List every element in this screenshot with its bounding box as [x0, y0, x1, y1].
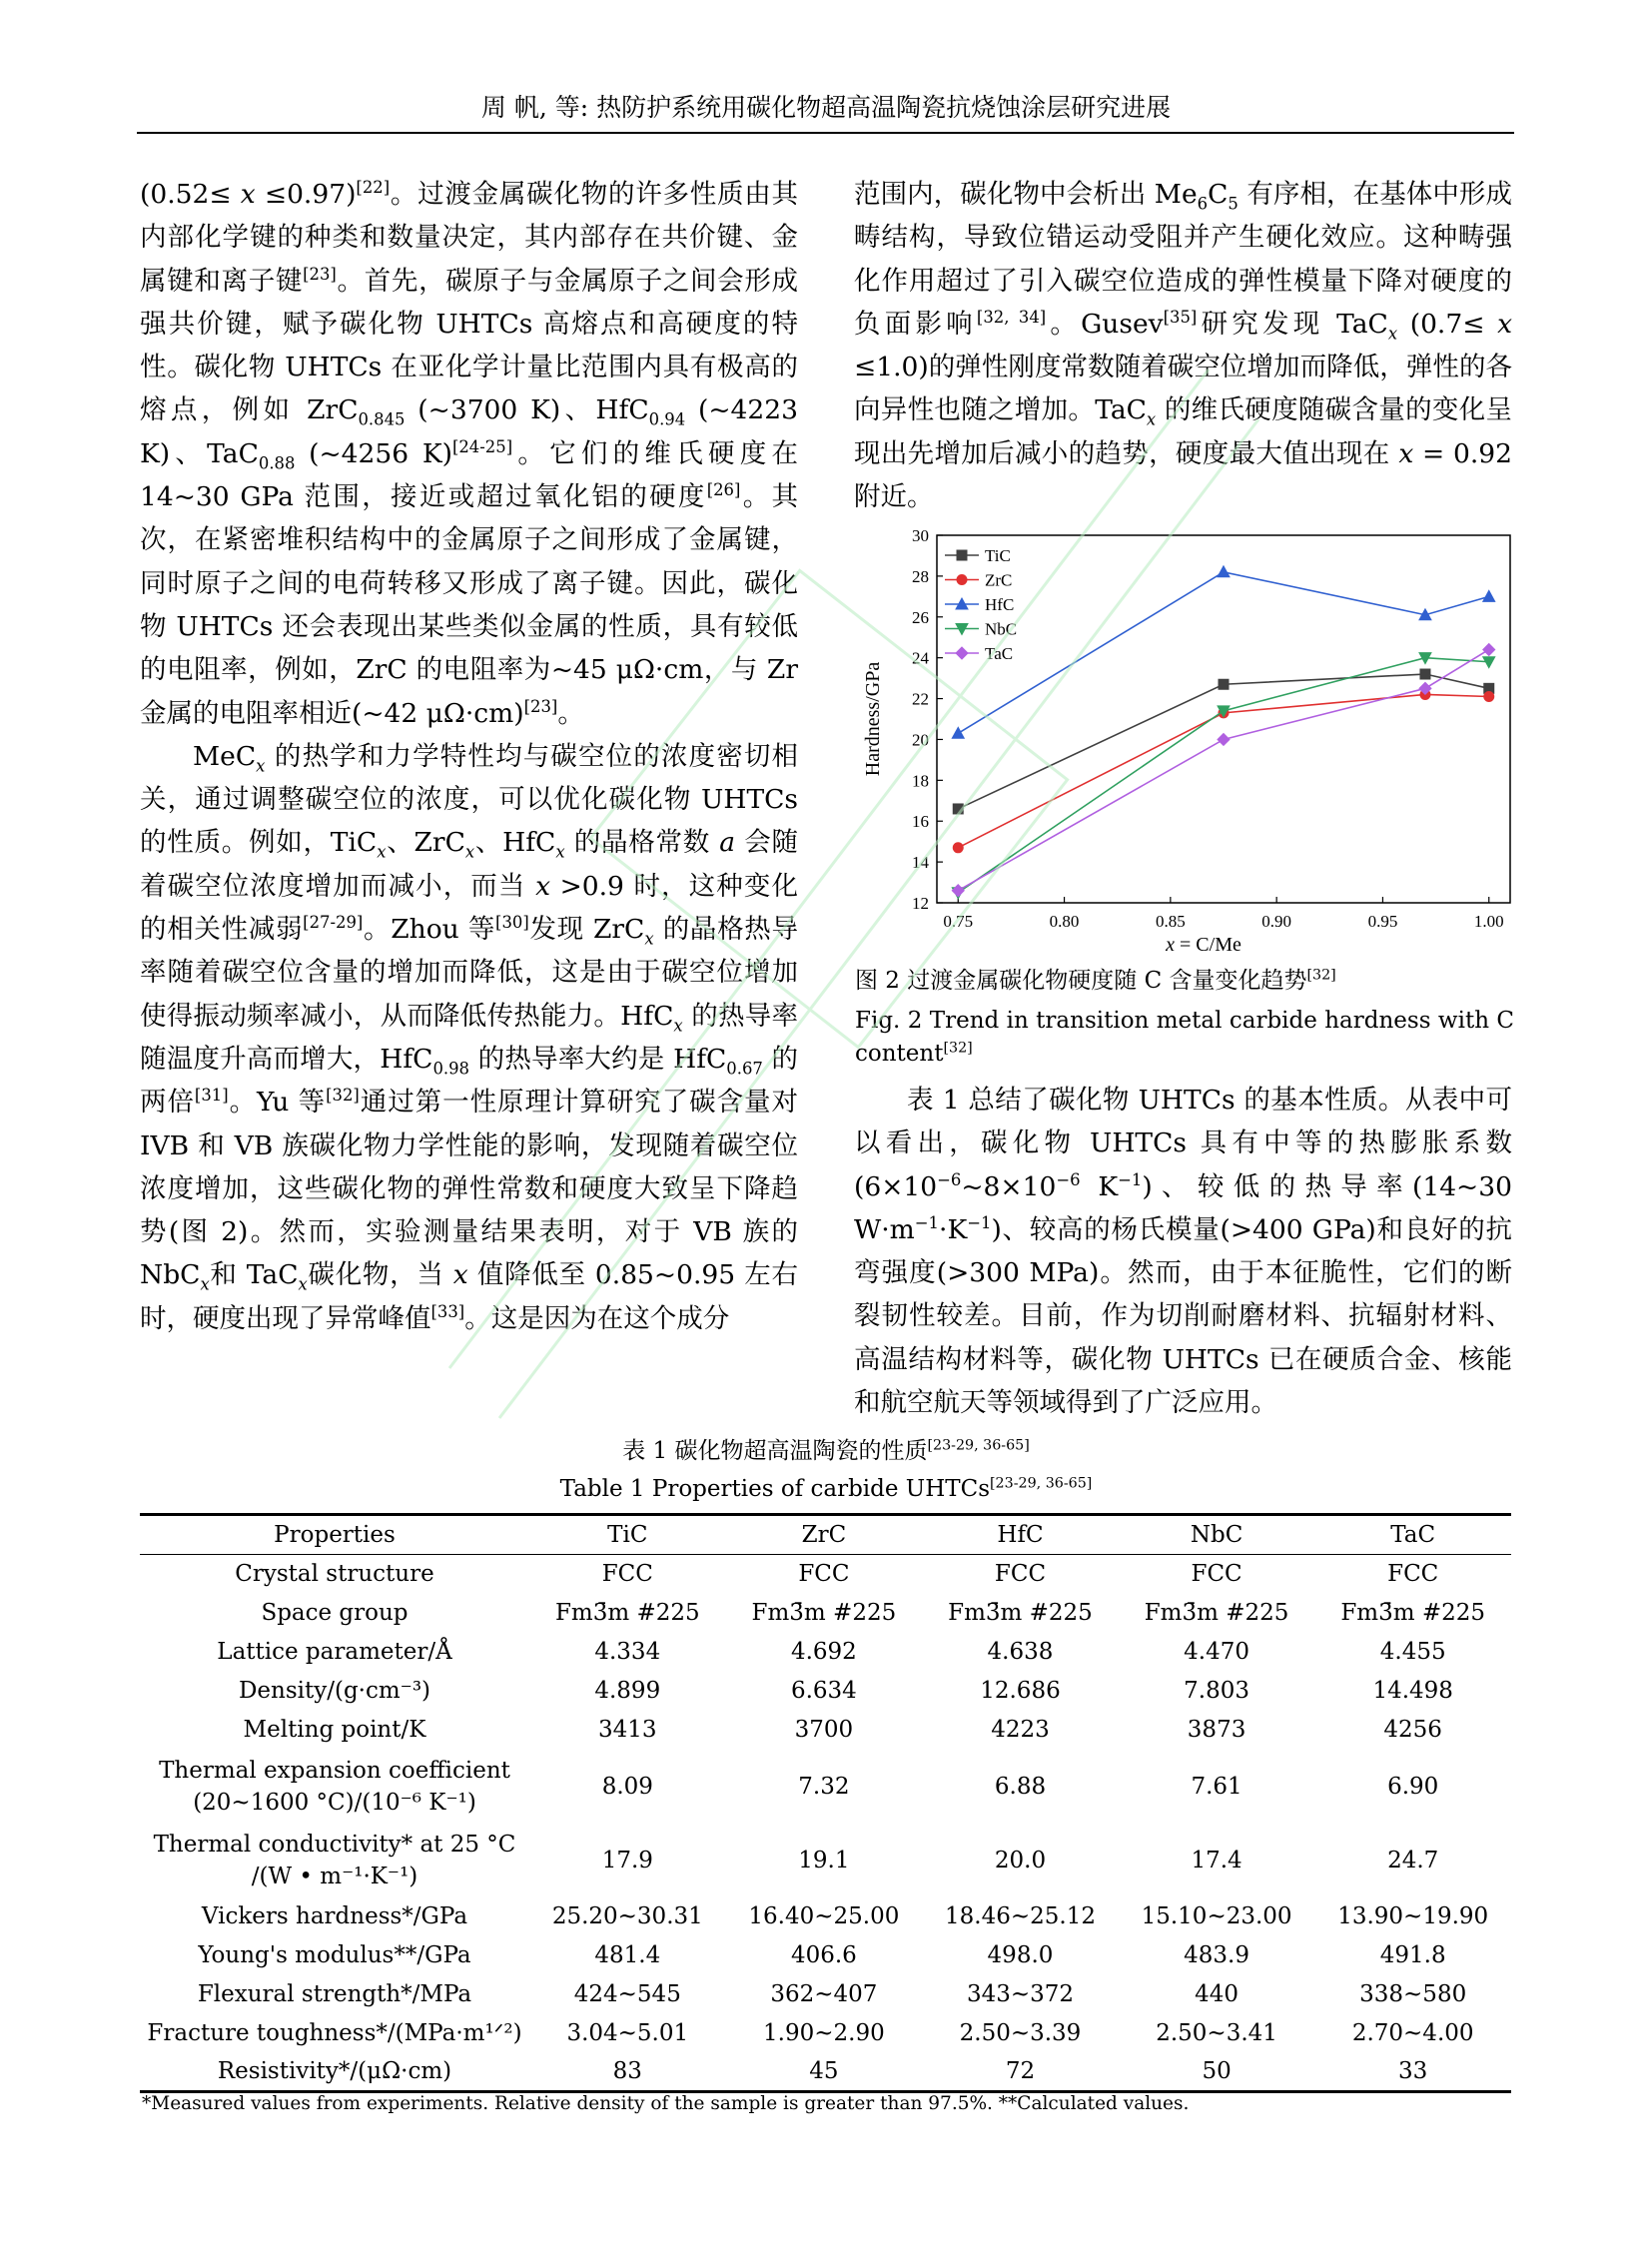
right-column — [854, 173, 1512, 518]
y-tick-label: 26 — [912, 607, 929, 627]
hardness-chart-svg — [851, 527, 1514, 967]
table-cell: 6.90 — [1387, 1773, 1439, 1800]
paragraph-2: MeC$_x$ 的热学和力学特性均与碳空位的浓度密切相关，通过调整碳空位的浓度，可以优化碳化物 UHTCs 的性质。例如，TiC$_x$、ZrC$_x$、HfC$_x$ 的晶格常数 a 会随着碳空位浓度增加而减小，而当 x >0.9 时，这种变化的相关性减弱[27-29]。Zhou 等[30]发现 ZrC$_x$ 的晶格热导率随着碳空位含量的增加而降低，这是由于碳空位增加使得振动频率减小，从而降低传热能力。HfC$_x$ 的热导率随温度升高而增大，HfC$_{0.98}$ 的热导率大约是 HfC$_{0.67}$ 的两倍[31]。Yu 等[32]通过第一性原理计算研究了碳含量对 IVB 和 VB 族碳化物力学性能的影响，发现随着碳空位浓度增加，这些碳化物的弹性常数和硬度大致呈下降趋势(图 2)。然而，实验测量结果表明，对于 VB 族的 NbC$_x$和 TaC$_x$碳化物，当 x 值降低至 0.85~0.95 左右时，硬度出现了异常峰值[33]。这是因为在这个成分 — [140, 740, 799, 1334]
row-property-label: Thermal conductivity* at 25 °C /(W • m⁻¹·K⁻¹) — [153, 1831, 516, 1889]
table-row — [140, 1897, 1511, 1936]
table-cell: 7.32 — [798, 1773, 850, 1800]
table-cell: 20.0 — [994, 1847, 1047, 1874]
y-tick-label: 28 — [912, 566, 929, 586]
data-point-tac — [1218, 733, 1230, 745]
legend-marker-zrc — [957, 575, 967, 585]
table-cell: 3413 — [598, 1717, 657, 1743]
table-cell: FCC — [1191, 1561, 1242, 1588]
x-tick-label: 0.95 — [1367, 912, 1398, 931]
running-header: 周 帆, 等: 热防护系统用碳化物超高温陶瓷抗烧蚀涂层研究进展 — [480, 93, 1172, 122]
table-row — [140, 1936, 1511, 1975]
table-cell: 7.61 — [1191, 1773, 1242, 1800]
table-cell: 3.04~5.01 — [566, 2020, 689, 2046]
legend-label-tic: TiC — [985, 546, 1011, 565]
table-row — [140, 1711, 1511, 1750]
table-cell: 6.634 — [790, 1678, 857, 1704]
y-tick-label: 24 — [912, 648, 929, 668]
table-cell: 16.40~25.00 — [748, 1903, 900, 1929]
row-property-label: Lattice parameter/Å — [217, 1639, 452, 1665]
table-row — [140, 1633, 1511, 1672]
table-cell: 343~372 — [966, 1981, 1075, 2007]
row-property-label: Fracture toughness*/(MPa·m¹ᐟ²) — [147, 2020, 522, 2046]
table-row — [140, 2053, 1511, 2092]
legend-marker-tac — [956, 647, 968, 659]
table-cell: 45 — [809, 2058, 839, 2085]
data-point-zrc — [953, 843, 963, 853]
x-tick-label: 0.75 — [943, 912, 974, 931]
table-cell: 481.4 — [594, 1942, 661, 1968]
x-tick-label: 0.80 — [1049, 912, 1080, 931]
paragraph-3: 范围内，碳化物中会析出 $Me_6C_5$ 有序相，在基体中形成畴结构，导致位错运动受阻并产生硬化效应。这种畴强化作用超过了引入碳空位造成的弹性模量下降对硬度的负面影响[32, 34]。Gusev[35]研究发现 TaC$_x$ (0.7≤ x ≤1.0)的弹性刚度常数随着碳空位增加而降低，弹性的各向异性也随之增加。TaC$_x$ 的维氏硬度随碳含量的变化呈现出先增加后减小的趋势，硬度最大值出现在 x = 0.92 附近。 — [854, 179, 1513, 513]
row-property-label: Density/(g·cm⁻³) — [238, 1678, 431, 1704]
table-cell: 83 — [612, 2058, 642, 2085]
row-property-label: Young's modulus**/GPa — [198, 1942, 471, 1968]
y-tick-label: 16 — [912, 812, 929, 832]
table-header-row — [140, 1515, 1511, 1555]
column-header: NbC — [1190, 1522, 1243, 1548]
y-tick-label: 22 — [912, 689, 929, 709]
table-cell: 2.70~4.00 — [1351, 2020, 1474, 2046]
table-cell: 17.9 — [601, 1847, 653, 1874]
table-cell: 8.09 — [601, 1773, 653, 1800]
column-header: Properties — [274, 1522, 396, 1548]
row-property-label: Melting point/K — [243, 1717, 426, 1743]
table-cell: 1.90~2.90 — [763, 2020, 885, 2046]
table-caption-zh: 表 1 碳化物超高温陶瓷的性质[23-29, 36-65] — [622, 1437, 1030, 1464]
table-cell: 13.90~19.90 — [1337, 1903, 1489, 1929]
table-cell: 25.20~30.31 — [551, 1903, 703, 1929]
right-column-lower — [854, 1079, 1512, 1424]
table-cell: 4.692 — [790, 1639, 857, 1665]
left-column — [140, 173, 798, 1340]
row-property-label: Space group — [261, 1600, 409, 1626]
table-cell: 3700 — [794, 1717, 854, 1743]
table-row — [140, 1750, 1511, 1824]
y-tick-label: 30 — [912, 527, 929, 545]
table-cell: 33 — [1398, 2058, 1428, 2085]
paragraph-4: 表 1 总结了碳化物 UHTCs 的基本性质。从表中可以看出，碳化物 UHTCs 具有中等的热膨胀系数($6\times 10^{-6}\sim 8\times 10^{-6}$ $K^{-1}$)、较低的热导率(14~30 $W\cdot m^{-1}\cdot K^{-1}$)、较高的杨氏模量(>400 GPa)和良好的抗弯强度(>300 MPa)。然而，由于本征脆性，它们的断裂韧性较差。目前，作为切削耐磨材料、抗辐射材料、高温结构材料等，碳化物 UHTCs 已在硬质合金、核能和航空航天等领域得到了广泛应用。 — [854, 1085, 1512, 1419]
hardness-chart — [851, 527, 1514, 967]
table-cell: 18.46~25.12 — [945, 1903, 1096, 1929]
header-rule — [137, 132, 1514, 134]
y-tick-label: 12 — [912, 894, 929, 913]
data-point-hfc — [952, 727, 964, 738]
row-property-label: Resistivity*/(μΩ·cm) — [217, 2058, 452, 2085]
table-cell: 498.0 — [987, 1942, 1054, 1968]
figure-caption-zh: 图 2 过渡金属碳化物硬度随 C 含量变化趋势[32] — [855, 967, 1336, 994]
table-row — [140, 1824, 1511, 1897]
table-note: *Measured values from experiments. Relative density of the sample is greater than 97.5%. **Calculated values. — [142, 2093, 1190, 2114]
data-point-tic — [953, 804, 963, 814]
row-property-label: Crystal structure — [235, 1561, 434, 1588]
table-cell: 2.50~3.41 — [1156, 2020, 1277, 2046]
table-cell: 338~580 — [1359, 1981, 1467, 2007]
x-axis-label: x = C/Me — [1166, 934, 1241, 956]
table-cell: 6.88 — [994, 1773, 1047, 1800]
table-cell: 483.9 — [1184, 1942, 1249, 1968]
table-cell: 406.6 — [790, 1942, 857, 1968]
y-axis-label: Hardness/GPa — [862, 661, 884, 777]
data-point-tic — [1219, 679, 1229, 689]
table-caption-en: Table 1 Properties of carbide UHTCs[23-29, 36-65] — [559, 1475, 1093, 1502]
legend-label-hfc: HfC — [985, 595, 1015, 614]
table-cell: 4.455 — [1379, 1639, 1446, 1665]
table-cell: 19.1 — [798, 1847, 850, 1874]
row-property-label: Thermal expansion coefficient (20~1600 °C)/(10⁻⁶ K⁻¹) — [159, 1757, 510, 1816]
table-cell: Fm3̄m #225 — [1144, 1600, 1289, 1626]
table-cell: 2.50~3.39 — [959, 2020, 1082, 2046]
table-cell: 12.686 — [980, 1678, 1061, 1704]
table-cell: Fm3̄m #225 — [751, 1600, 897, 1626]
data-point-zrc — [1484, 692, 1494, 702]
table-cell: 362~407 — [770, 1981, 878, 2007]
table-row — [140, 2014, 1511, 2053]
table-cell: 3873 — [1187, 1717, 1246, 1743]
table-cell: 4.334 — [594, 1639, 661, 1665]
column-header: TiC — [607, 1522, 648, 1548]
table-row — [140, 1594, 1511, 1633]
legend-marker-tic — [957, 550, 967, 560]
legend-label-nbc: NbC — [985, 619, 1018, 639]
table-cell: 72 — [1005, 2058, 1036, 2085]
table-cell: FCC — [798, 1561, 850, 1588]
table-cell: Fm3̄m #225 — [1340, 1600, 1486, 1626]
table-cell: 4223 — [991, 1717, 1050, 1743]
table-cell: 4256 — [1383, 1717, 1442, 1743]
data-point-hfc — [1483, 590, 1495, 601]
table-cell: 15.10~23.00 — [1141, 1903, 1292, 1929]
table-cell: 50 — [1202, 2058, 1232, 2085]
table-cell: Fm3̄m #225 — [554, 1600, 700, 1626]
table-cell: 4.470 — [1184, 1639, 1249, 1665]
row-property-label: Vickers hardness*/GPa — [201, 1903, 468, 1929]
table-cell: 4.899 — [594, 1678, 661, 1704]
table-cell: 424~545 — [573, 1981, 681, 2007]
y-tick-label: 20 — [912, 730, 929, 750]
data-point-hfc — [1218, 566, 1230, 577]
y-tick-label: 14 — [912, 853, 929, 873]
table-cell: 4.638 — [987, 1639, 1054, 1665]
table-cell: FCC — [1387, 1561, 1439, 1588]
column-header: TaC — [1390, 1522, 1436, 1548]
table-cell: 440 — [1195, 1981, 1239, 2007]
table-cell: 491.8 — [1379, 1942, 1446, 1968]
row-property-label: Flexural strength*/MPa — [197, 1981, 472, 2007]
table-cell: Fm3̄m #225 — [948, 1600, 1093, 1626]
legend-label-tac: TaC — [985, 644, 1014, 663]
column-header: ZrC — [801, 1522, 847, 1548]
table-cell: FCC — [601, 1561, 653, 1588]
data-point-tac — [952, 885, 964, 897]
y-tick-label: 18 — [912, 771, 929, 791]
table-cell: 14.498 — [1372, 1678, 1453, 1704]
properties-table — [140, 1513, 1511, 2093]
legend-label-zrc: ZrC — [985, 570, 1013, 590]
figure-caption-en: Fig. 2 Trend in transition metal carbide hardness with C content[32] — [855, 1008, 1514, 1067]
table-row — [140, 1672, 1511, 1711]
table-cell: FCC — [994, 1561, 1047, 1588]
column-header: HfC — [997, 1522, 1044, 1548]
paragraph-1: (0.52≤ x ≤0.97)[22]。过渡金属碳化物的许多性质由其内部化学键的种类和数量决定，其内部存在共价键、金属键和离子键[23]。首先，碳原子与金属原子之间会形成强共价键，赋予碳化物 UHTCs 高熔点和高硬度的特性。碳化物 UHTCs 在亚化学计量比范围内具有极高的熔点，例如 ZrC$_{0.845}$ (~3700 K)、HfC$_{0.94}$ (~4223 K)、TaC$_{0.88}$ (~4256 K)[24-25]。它们的维氏硬度在 14~30 GPa 范围，接近或超过氧化铝的硬度[26]。其次，在紧密堆积结构中的金属原子之间形成了金属键，同时原子之间的电荷转移又形成了离子键。因此，碳化物 UHTCs 还会表现出某些类似金属的性质，具有较低的电阻率，例如，ZrC 的电阻率为~45 μΩ·cm，与 Zr 金属的电阻率相近(~42 μΩ·cm)[23]。 — [140, 178, 799, 729]
x-tick-label: 0.85 — [1155, 912, 1186, 931]
table-cell: 17.4 — [1191, 1847, 1242, 1874]
table-row — [140, 1975, 1511, 2014]
data-point-tic — [1420, 669, 1430, 679]
table-cell: 24.7 — [1387, 1847, 1439, 1874]
table-row — [140, 1555, 1511, 1594]
table-cell: 7.803 — [1184, 1678, 1249, 1704]
x-tick-label: 1.00 — [1473, 912, 1504, 931]
x-tick-label: 0.90 — [1261, 912, 1292, 931]
data-point-tac — [1483, 643, 1495, 655]
